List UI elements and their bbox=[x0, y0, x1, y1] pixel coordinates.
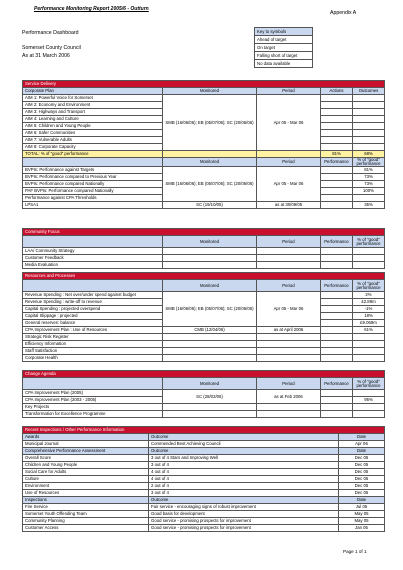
bvpi-value: 100% bbox=[353, 188, 385, 195]
key-table bbox=[254, 27, 359, 68]
column-header: Monitored bbox=[163, 158, 257, 167]
bvpi-value: 81% bbox=[353, 167, 385, 174]
resource-value: 2% bbox=[353, 292, 385, 299]
column-header: Date bbox=[339, 497, 385, 504]
column-header: Monitored bbox=[163, 378, 257, 390]
community-focus-table bbox=[22, 228, 385, 269]
column-header: Date bbox=[339, 434, 385, 441]
inspection-outcome: 4 out of 4 bbox=[149, 469, 339, 476]
inspection-row: Overall Score bbox=[23, 455, 149, 462]
key-title: Key to symbols bbox=[255, 28, 313, 36]
resource-value: -1% bbox=[353, 306, 385, 313]
column-header: Period bbox=[257, 158, 321, 167]
aim-row: AIM 7: Vulnerable Adults bbox=[23, 137, 163, 144]
inspection-row: Use of Resources bbox=[23, 490, 149, 497]
inspection-row: Somerset Youth Offending Team bbox=[23, 511, 149, 518]
community-row: Media Evaluation bbox=[23, 262, 163, 269]
section-header: Change Agenda bbox=[23, 371, 385, 378]
period-cell: as at Feb 2006 bbox=[257, 390, 321, 404]
aim-row: AIM 1: Powerful Voice for Somerset bbox=[23, 95, 163, 102]
inspection-outcome: Good service - promising prospects for improvement bbox=[149, 518, 339, 525]
resource-row: Revenue Spending : write-off to revenue bbox=[23, 299, 163, 306]
inspection-outcome: 3 out of 4 bbox=[149, 490, 339, 497]
inspection-row: Customer Access bbox=[23, 525, 149, 532]
inspection-date: Dec 05 bbox=[339, 476, 385, 483]
column-header: Outcome bbox=[149, 448, 339, 455]
aim-row: AIM 4: Learning and Culture bbox=[23, 116, 163, 123]
key-item: No data available bbox=[255, 60, 313, 68]
resource-row: Corporate Health bbox=[23, 355, 163, 362]
column-header: Period bbox=[257, 280, 321, 292]
resource-row: General reserves: balance bbox=[23, 320, 163, 327]
bvpi-row: Performance against CPA Thresholds bbox=[23, 195, 163, 202]
inspection-date: Jan 05 bbox=[339, 525, 385, 532]
monitored-cell: SMB (16/06/06); EB (05/07/06); SC (20/06/06) bbox=[163, 167, 257, 202]
resource-value: £9.069m bbox=[353, 320, 385, 327]
community-row: LAA/ Community Strategy bbox=[23, 248, 163, 255]
key-item: Ahead of target bbox=[255, 36, 313, 44]
inspection-outcome: Good basis for development bbox=[149, 511, 339, 518]
column-header: % of "good" performance bbox=[353, 158, 385, 167]
inspection-outcome: 2 out of 4 bbox=[149, 483, 339, 490]
resource-row: Staff Satisfaction bbox=[23, 348, 163, 355]
column-header: Monitored bbox=[163, 88, 257, 95]
period-cell: as at 30/09/05 bbox=[257, 202, 321, 209]
section-header: Service Delivery bbox=[23, 81, 385, 88]
column-header: Outcome bbox=[149, 497, 339, 504]
resource-row: CPA Improvement Plan : Use of Resources bbox=[23, 327, 163, 334]
inspection-row: Culture bbox=[23, 476, 149, 483]
inspection-row: Municipal Journal bbox=[23, 441, 149, 448]
dashboard-title: Performance Dashboard bbox=[22, 30, 79, 36]
group-header: Awards bbox=[23, 434, 149, 441]
total-label: TOTAL: % of "good" performance bbox=[23, 151, 163, 158]
inspection-outcome: Good service - promising prospects for improvement bbox=[149, 525, 339, 532]
bvpi-value: 73% bbox=[353, 181, 385, 188]
bvpi-row: PAF BVPIs: Performance compared Nationally bbox=[23, 188, 163, 195]
change-agenda-table bbox=[22, 370, 385, 418]
key-item: Falling short of target bbox=[255, 52, 313, 60]
appendix-label: Appendix A bbox=[330, 10, 357, 16]
inspection-row: Children and Young People bbox=[23, 462, 149, 469]
group-header: Comprehensive Performance Assessment bbox=[23, 448, 149, 455]
inspection-row: Social Care for Adults bbox=[23, 469, 149, 476]
inspection-outcome: Commended Best Achieving Council bbox=[149, 441, 339, 448]
change-value bbox=[353, 390, 385, 397]
section-header: Resources and Processes bbox=[23, 273, 385, 280]
section-header: Recent Inspections / Other Performance Information bbox=[23, 427, 385, 434]
column-header: Performance bbox=[321, 236, 353, 248]
column-header: Actions bbox=[321, 88, 353, 95]
resource-value: 18% bbox=[353, 313, 385, 320]
monitored-cell: SC (28/02/06) bbox=[163, 390, 257, 404]
column-header: Monitored bbox=[163, 236, 257, 248]
bvpi-row: BVPIs: Performance against Targets bbox=[23, 167, 163, 174]
report-title: Performance Monitoring Report 2005/6 - Outturn bbox=[34, 6, 149, 12]
bvpi-value bbox=[353, 195, 385, 202]
resource-row: Efficiency Information bbox=[23, 341, 163, 348]
inspection-date: Dec 05 bbox=[339, 490, 385, 497]
column-header: % of "good" performance bbox=[353, 378, 385, 390]
section-header: Community Focus bbox=[23, 229, 385, 236]
lpsa-row: LPSA1 bbox=[23, 202, 163, 209]
change-row: CPA Improvement Plan (2003 - 2005) bbox=[23, 397, 163, 404]
inspection-date: May 05 bbox=[339, 518, 385, 525]
inspection-row: Environment bbox=[23, 483, 149, 490]
resource-value: £2.89m bbox=[353, 299, 385, 306]
change-row: Transformation for Excellence Programme bbox=[23, 411, 163, 418]
inspection-date: Dec 05 bbox=[339, 455, 385, 462]
monitored-cell: SMB (16/06/06); EB (05/07/06); SC (20/06/06) bbox=[163, 292, 257, 327]
monitored-cell: SC (19/10/05) bbox=[163, 202, 257, 209]
column-header: Corporate Plan bbox=[23, 88, 163, 95]
period-cell: Apr 05 - Mar 06 bbox=[257, 292, 321, 327]
bvpi-row: BVPIs: Performance compared to Previous Year bbox=[23, 174, 163, 181]
resource-row: Capital Slippage : projected bbox=[23, 313, 163, 320]
bvpi-value: 73% bbox=[353, 174, 385, 181]
council-name: Somerset County Council bbox=[22, 45, 81, 51]
resource-value: 61% bbox=[353, 327, 385, 334]
resource-row: Revenue Spending : Net over/under spend against budget bbox=[23, 292, 163, 299]
aim-row: AIM 8: Corporate Capacity bbox=[23, 144, 163, 151]
period-cell: Apr 05 - Mar 06 bbox=[257, 167, 321, 202]
column-header: Performance bbox=[321, 280, 353, 292]
inspection-row: Fire Service bbox=[23, 504, 149, 511]
key-item: On target bbox=[255, 44, 313, 52]
resource-row: Strategic Risk Register bbox=[23, 334, 163, 341]
page-number: Page 1 of 1 bbox=[343, 549, 367, 554]
inspection-outcome: 4 out of 4 bbox=[149, 476, 339, 483]
group-header: Inspections bbox=[23, 497, 149, 504]
column-header: Outcomes bbox=[353, 88, 385, 95]
lpsa-value: 35% bbox=[353, 202, 385, 209]
inspection-date: Dec 05 bbox=[339, 483, 385, 490]
column-header: Monitored bbox=[163, 280, 257, 292]
inspection-outcome: Fair service - encouraging signs of robust improvement bbox=[149, 504, 339, 511]
monitored-cell: CMB (12/04/06) bbox=[163, 327, 257, 334]
total-actions: 81% bbox=[321, 151, 353, 158]
column-header: Performance bbox=[321, 158, 353, 167]
aim-row: AIM 3: Highways and Transport bbox=[23, 109, 163, 116]
resource-row: Capital Spending : projected overspend bbox=[23, 306, 163, 313]
column-header: % of "good" performance bbox=[353, 236, 385, 248]
column-header: Period bbox=[257, 378, 321, 390]
bvpi-row: BVPIs: Performance compared Nationally bbox=[23, 181, 163, 188]
inspection-outcome: 3 out of 4 Stars and Improving Well bbox=[149, 455, 339, 462]
aim-row: AIM 6: Safer Communities bbox=[23, 130, 163, 137]
resources-table bbox=[22, 272, 385, 362]
monitored-cell: SMB (16/06/06); EB (05/07/06); SC (20/06/06) bbox=[163, 95, 257, 151]
aim-row: AIM 5: Children and Young People bbox=[23, 123, 163, 130]
community-row: Customer Feedback bbox=[23, 255, 163, 262]
inspection-date: Dec 05 bbox=[339, 462, 385, 469]
aim-row: AIM 2: Economy and Environment bbox=[23, 102, 163, 109]
change-row: CPA Improvement Plan (2005) bbox=[23, 390, 163, 397]
inspection-row: Community Planning bbox=[23, 518, 149, 525]
column-header: Outcome bbox=[149, 434, 339, 441]
inspections-table bbox=[22, 426, 385, 532]
column-header: Period bbox=[257, 88, 321, 95]
column-header: % of "good" performance bbox=[353, 280, 385, 292]
inspection-date: May 05 bbox=[339, 511, 385, 518]
column-header: Date bbox=[339, 448, 385, 455]
period-cell: as at April 2006 bbox=[257, 327, 321, 334]
inspection-date: Dec 05 bbox=[339, 469, 385, 476]
inspection-outcome: 3 out of 4 bbox=[149, 462, 339, 469]
inspection-date: Apr 06 bbox=[339, 441, 385, 448]
service-delivery-table bbox=[22, 80, 385, 209]
total-outcomes: 68% bbox=[353, 151, 385, 158]
column-header: Performance bbox=[321, 378, 353, 390]
column-header: Period bbox=[257, 236, 321, 248]
change-row: Key Projects bbox=[23, 404, 163, 411]
as-at-date: As at 31 March 2006 bbox=[22, 53, 70, 59]
change-value: 95% bbox=[353, 397, 385, 404]
inspection-date: Jul 05 bbox=[339, 504, 385, 511]
period-cell: Apr 05 - Mar 06 bbox=[257, 95, 321, 151]
